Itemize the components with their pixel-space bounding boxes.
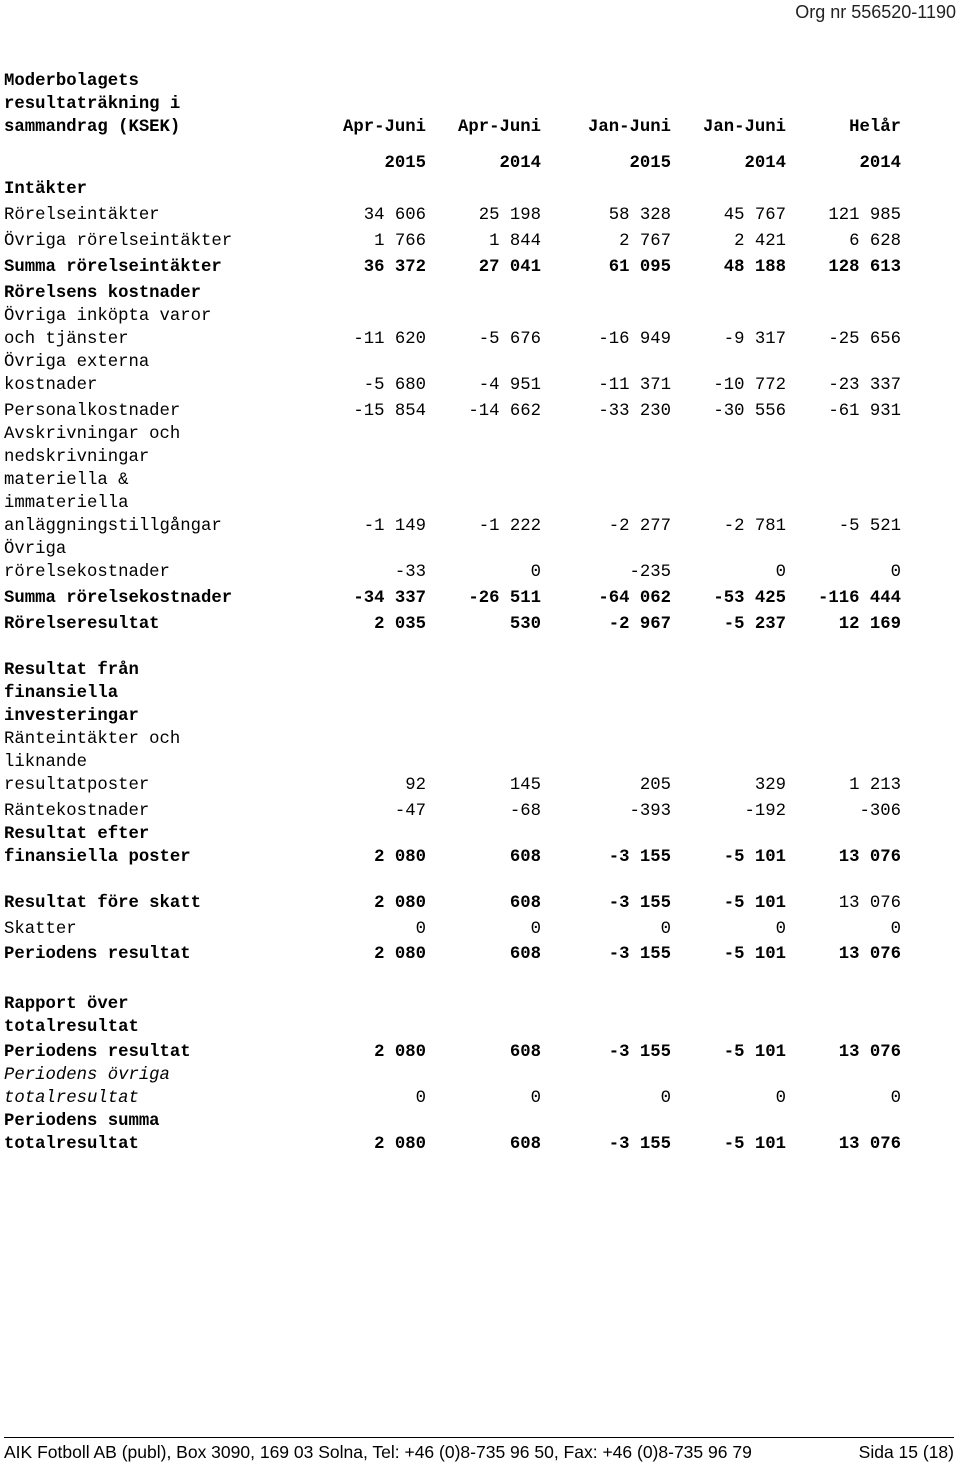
row-value: -5 237 (723, 615, 786, 634)
row-label: Periodens resultat (4, 945, 191, 964)
row-value: 13 076 (838, 1135, 901, 1154)
column-header: Jan-Juni (703, 118, 786, 137)
row-value: 608 (509, 894, 541, 913)
row-label: Periodens summa totalresultat (4, 1112, 160, 1154)
column-header: Jan-Juni (588, 118, 671, 137)
row-label: Resultat före skatt (4, 894, 202, 913)
row-value: 2 080 (374, 945, 426, 964)
footer-address: AIK Fotboll AB (publ), Box 3090, 169 03 Solna, Tel: +46 (0)8-735 96 50, Fax: +46 (0)8-735 96 79 (4, 1442, 752, 1462)
row-value: 1 213 (849, 776, 901, 795)
row-label: Övriga externa kostnader (4, 353, 150, 395)
row-label: Rapport över totalresultat (4, 995, 139, 1037)
row-value: -5 101 (723, 894, 786, 913)
footer-page-number: Sida 15 (18) (858, 1442, 954, 1462)
row-value: -33 230 (598, 402, 671, 421)
row-value: -306 (859, 802, 901, 821)
row-value: 25 198 (478, 206, 541, 225)
column-header: Apr-Juni (343, 118, 426, 137)
year-header: 2014 (499, 154, 541, 173)
row-value: 2 080 (374, 848, 426, 867)
row-label: Personalkostnader (4, 402, 181, 421)
row-label: Avskrivningar och nedskrivningar materiella & immateriella anläggningstillgångar (4, 425, 222, 536)
row-label: Resultat efter finansiella poster (4, 825, 191, 867)
year-header: 2014 (744, 154, 786, 173)
row-value: 36 372 (363, 258, 426, 277)
row-value: -1 222 (478, 517, 541, 536)
row-label: Summa rörelsekostnader (4, 589, 233, 608)
row-value: -11 371 (598, 376, 671, 395)
row-value: 530 (509, 615, 541, 634)
year-header: 2015 (384, 154, 426, 173)
org-number: Org nr 556520-1190 (795, 2, 956, 22)
row-value: 1 766 (374, 232, 426, 251)
row-value: -33 (394, 563, 426, 582)
row-label: Övriga inköpta varor och tjänster (4, 307, 212, 349)
row-value: 608 (509, 848, 541, 867)
row-label: Resultat från finansiella investeringar (4, 661, 139, 726)
title-text: resultaträkning i (4, 95, 181, 114)
row-value: 608 (509, 945, 541, 964)
row-value: -5 676 (478, 330, 541, 349)
row-value: -192 (744, 802, 786, 821)
row-label: Rörelsens kostnader (4, 284, 202, 303)
row-value: -15 854 (353, 402, 426, 421)
row-value: 13 076 (838, 894, 901, 913)
row-value: -68 (509, 802, 541, 821)
row-value: 0 (890, 1089, 901, 1108)
row-value: 0 (890, 920, 901, 939)
row-value: 92 (405, 776, 426, 795)
row-value: -2 277 (608, 517, 671, 536)
row-value: -3 155 (608, 1135, 671, 1154)
row-value: -11 620 (353, 330, 426, 349)
title-text: Moderbolagets (4, 72, 139, 91)
row-value: -5 101 (723, 1135, 786, 1154)
row-value: 0 (890, 563, 901, 582)
row-value: 0 (415, 920, 426, 939)
row-value: 0 (775, 563, 786, 582)
page-footer (4, 1437, 954, 1462)
row-value: 1 844 (489, 232, 541, 251)
row-value: 0 (530, 563, 541, 582)
row-value: -23 337 (828, 376, 901, 395)
row-value: 13 076 (838, 1043, 901, 1062)
row-value: 0 (660, 920, 671, 939)
row-label: Övriga rörelseintäkter (4, 232, 233, 251)
row-value: -10 772 (713, 376, 786, 395)
row-value: 121 985 (828, 206, 901, 225)
row-label: Periodens övriga totalresultat (4, 1066, 170, 1108)
row-value: 13 076 (838, 945, 901, 964)
row-value: 0 (530, 920, 541, 939)
row-value: -9 317 (723, 330, 786, 349)
row-value: -5 521 (838, 517, 901, 536)
row-value: 329 (754, 776, 786, 795)
row-value: 45 767 (723, 206, 786, 225)
row-value: -61 931 (828, 402, 901, 421)
row-label: Skatter (4, 920, 77, 939)
row-value: 608 (509, 1043, 541, 1062)
row-value: -2 967 (608, 615, 671, 634)
row-label: Räntekostnader (4, 802, 150, 821)
row-value: -4 951 (478, 376, 541, 395)
row-value: 61 095 (608, 258, 671, 277)
row-label: Ränteintäkter och liknande resultatposter (4, 730, 181, 795)
row-value: -1 149 (363, 517, 426, 536)
row-value: -30 556 (713, 402, 786, 421)
row-value: 2 421 (734, 232, 786, 251)
row-value: -3 155 (608, 848, 671, 867)
column-header: Helår (849, 118, 901, 137)
row-value: 13 076 (838, 848, 901, 867)
row-value: -5 101 (723, 848, 786, 867)
row-value: 0 (530, 1089, 541, 1108)
row-value: -64 062 (598, 589, 671, 608)
row-value: -235 (629, 563, 671, 582)
row-value: -25 656 (828, 330, 901, 349)
row-label: Summa rörelseintäkter (4, 258, 222, 277)
row-value: 0 (415, 1089, 426, 1108)
row-value: -3 155 (608, 1043, 671, 1062)
row-value: -5 101 (723, 945, 786, 964)
row-value: -116 444 (818, 589, 901, 608)
row-value: 58 328 (608, 206, 671, 225)
column-header: Apr-Juni (458, 118, 541, 137)
row-value: 608 (509, 1135, 541, 1154)
row-value: 0 (775, 920, 786, 939)
row-value: -14 662 (468, 402, 541, 421)
row-value: 2 767 (619, 232, 671, 251)
row-value: 48 188 (723, 258, 786, 277)
row-value: 0 (660, 1089, 671, 1108)
row-value: -5 101 (723, 1043, 786, 1062)
row-value: -3 155 (608, 894, 671, 913)
row-value: 128 613 (828, 258, 901, 277)
row-label: Rörelseresultat (4, 615, 160, 634)
row-value: -393 (629, 802, 671, 821)
row-value: -26 511 (468, 589, 541, 608)
row-value: 0 (775, 1089, 786, 1108)
row-label: Periodens resultat (4, 1043, 191, 1062)
year-header: 2015 (629, 154, 671, 173)
year-header: 2014 (859, 154, 901, 173)
row-value: -3 155 (608, 945, 671, 964)
row-value: 12 169 (838, 615, 901, 634)
row-value: 2 080 (374, 894, 426, 913)
row-label: Rörelseintäkter (4, 206, 160, 225)
row-value: -47 (394, 802, 426, 821)
row-value: -53 425 (713, 589, 786, 608)
row-value: -5 680 (363, 376, 426, 395)
row-label: Intäkter (4, 180, 87, 199)
title-text: sammandrag (KSEK) (4, 118, 181, 137)
row-value: 27 041 (478, 258, 541, 277)
row-value: -16 949 (598, 330, 671, 349)
row-label: Övriga rörelsekostnader (4, 540, 170, 582)
row-value: -2 781 (723, 517, 786, 536)
row-value: 2 080 (374, 1043, 426, 1062)
row-value: 205 (639, 776, 671, 795)
row-value: 145 (509, 776, 541, 795)
row-value: -34 337 (353, 589, 426, 608)
row-value: 2 080 (374, 1135, 426, 1154)
row-value: 6 628 (849, 232, 901, 251)
row-value: 2 035 (374, 615, 426, 634)
row-value: 34 606 (363, 206, 426, 225)
